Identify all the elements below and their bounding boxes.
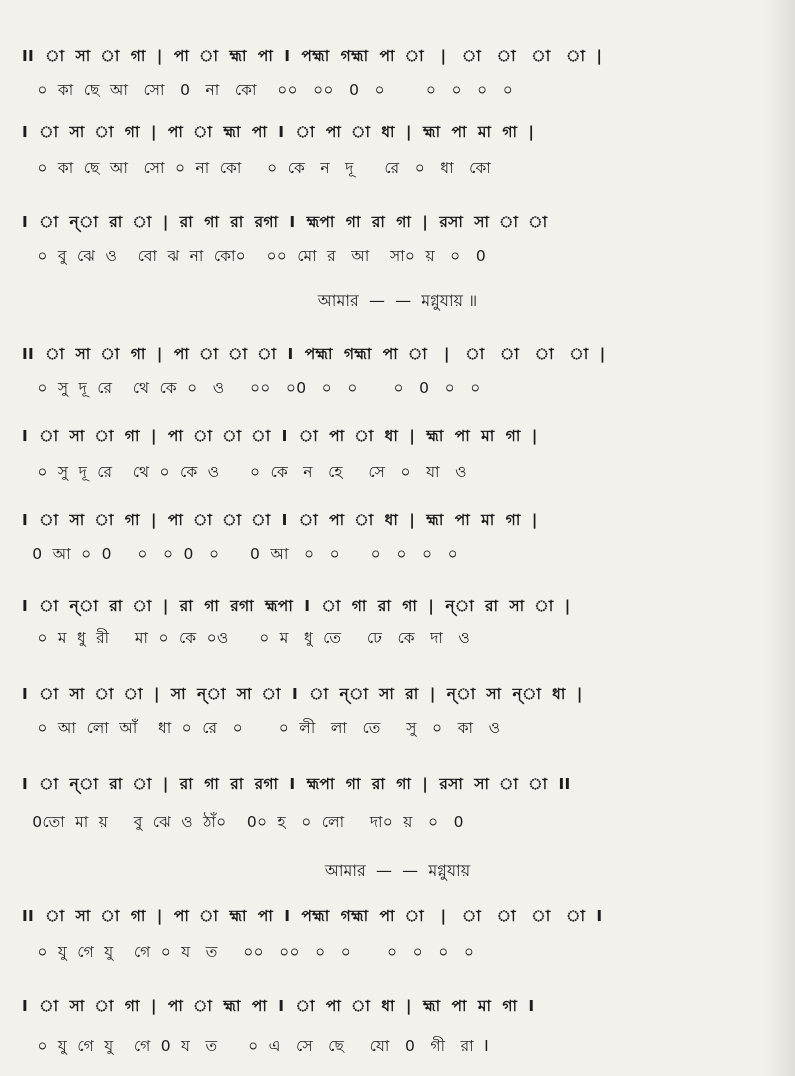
swara-line-11: I া সা া গা | পা া হ্মা পা I া পা া ধা | হ্মা পা মা গা I — [22, 997, 535, 1015]
swara-line-7: I া ন্‌া রা া | রা গা রগা হ্মপা I া গা রা গা | ন্‌া রা সা া | — [22, 597, 571, 615]
swara-line-2: I া সা া গা | পা া হ্মা পা I া পা া ধা | হ্মা পা মা গা | — [22, 123, 535, 141]
lyric-line-3: ০ বু ঝে ও বো ঝ না কো০ ০০ মো র আ সা০ য় ০ 0 — [22, 247, 486, 265]
page-edge-shadow — [765, 0, 795, 1076]
lyric-line-10: ০ যু গে যু গে ০ য ত ০০ ০০ ০ ০ ০ ০ ০ ০ — [22, 943, 475, 961]
lyric-line-9: 0তো মা য় বু ঝে ও ঠাঁ০ 0০ হ ০ লো দা০ য় ০ 0 — [22, 813, 464, 831]
lyric-line-4: ০ সু দূ রে থে কে ০ ও ০০ ০0 ০ ০ ০ 0 ০ ০ — [22, 379, 481, 397]
swara-line-6: I া সা া গা | পা া া া I া পা া ধা | হ্মা পা মা গা | — [22, 511, 538, 529]
refrain-heading-2: আমার — — মগ্নুযায় — [324, 861, 471, 880]
swara-line-4: II া সা া গা | পা া া া I পহ্মা গহ্মা পা া | া া া া | — [22, 345, 606, 363]
lyric-line-8: ০ আ লো আঁ ধা ০ রে ০ ০ লী লা তে সু ০ কা ও — [22, 719, 501, 737]
swara-line-8: I া সা া া | সা ন্‌া সা া I া ন্‌া সা রা | ন্‌া সা ন্‌া ধা | — [22, 685, 583, 703]
lyric-line-7: ০ ম ধু রী মা ০ কে ০ও ০ ম ধু তে ঢে কে দা ও — [22, 629, 471, 647]
swara-line-3: I া ন্‌া রা া | রা গা রা রগা I হ্মপা গা রা গা | রসা সা া া — [22, 213, 548, 231]
lyric-line-2: ০ কা ছে আ সো ০ না কো ০ কে ন দূ রে ০ ধা কো — [22, 159, 492, 177]
lyric-line-1: ০ কা ছে আ সো 0 না কো ০০ ০০ 0 ০ ০ ০ ০ ০ — [22, 81, 514, 99]
swara-line-10: II া সা া গা | পা া হ্মা পা I পহ্মা গহ্মা পা া | া া া া I — [22, 907, 603, 925]
lyric-line-11: ০ যু গে যু গে 0 য ত ০ এ সে ছে যো 0 গী রা I — [22, 1037, 489, 1055]
swara-line-1: II া সা া গা | পা া হ্মা পা I পহ্মা গহ্মা পা া | া া া া | — [22, 47, 603, 65]
lyric-line-5: ০ সু দূ রে থে ০ কে ও ০ কে ন হে সে ০ যা ও — [22, 463, 467, 481]
lyric-line-6: 0 আ ০ 0 ০ ০ 0 ০ 0 আ ০ ০ ০ ০ ০ ০ — [22, 545, 458, 563]
refrain-heading-1: আমার — — মগ্নুযায় ॥ — [317, 291, 478, 310]
swara-line-9: I া ন্‌া রা া | রা গা রা রগা I হ্মপা গা রা গা | রসা সা া া II — [22, 775, 571, 793]
swara-line-5: I া সা া গা | পা া া া I া পা া ধা | হ্মা পা মা গা | — [22, 427, 538, 445]
